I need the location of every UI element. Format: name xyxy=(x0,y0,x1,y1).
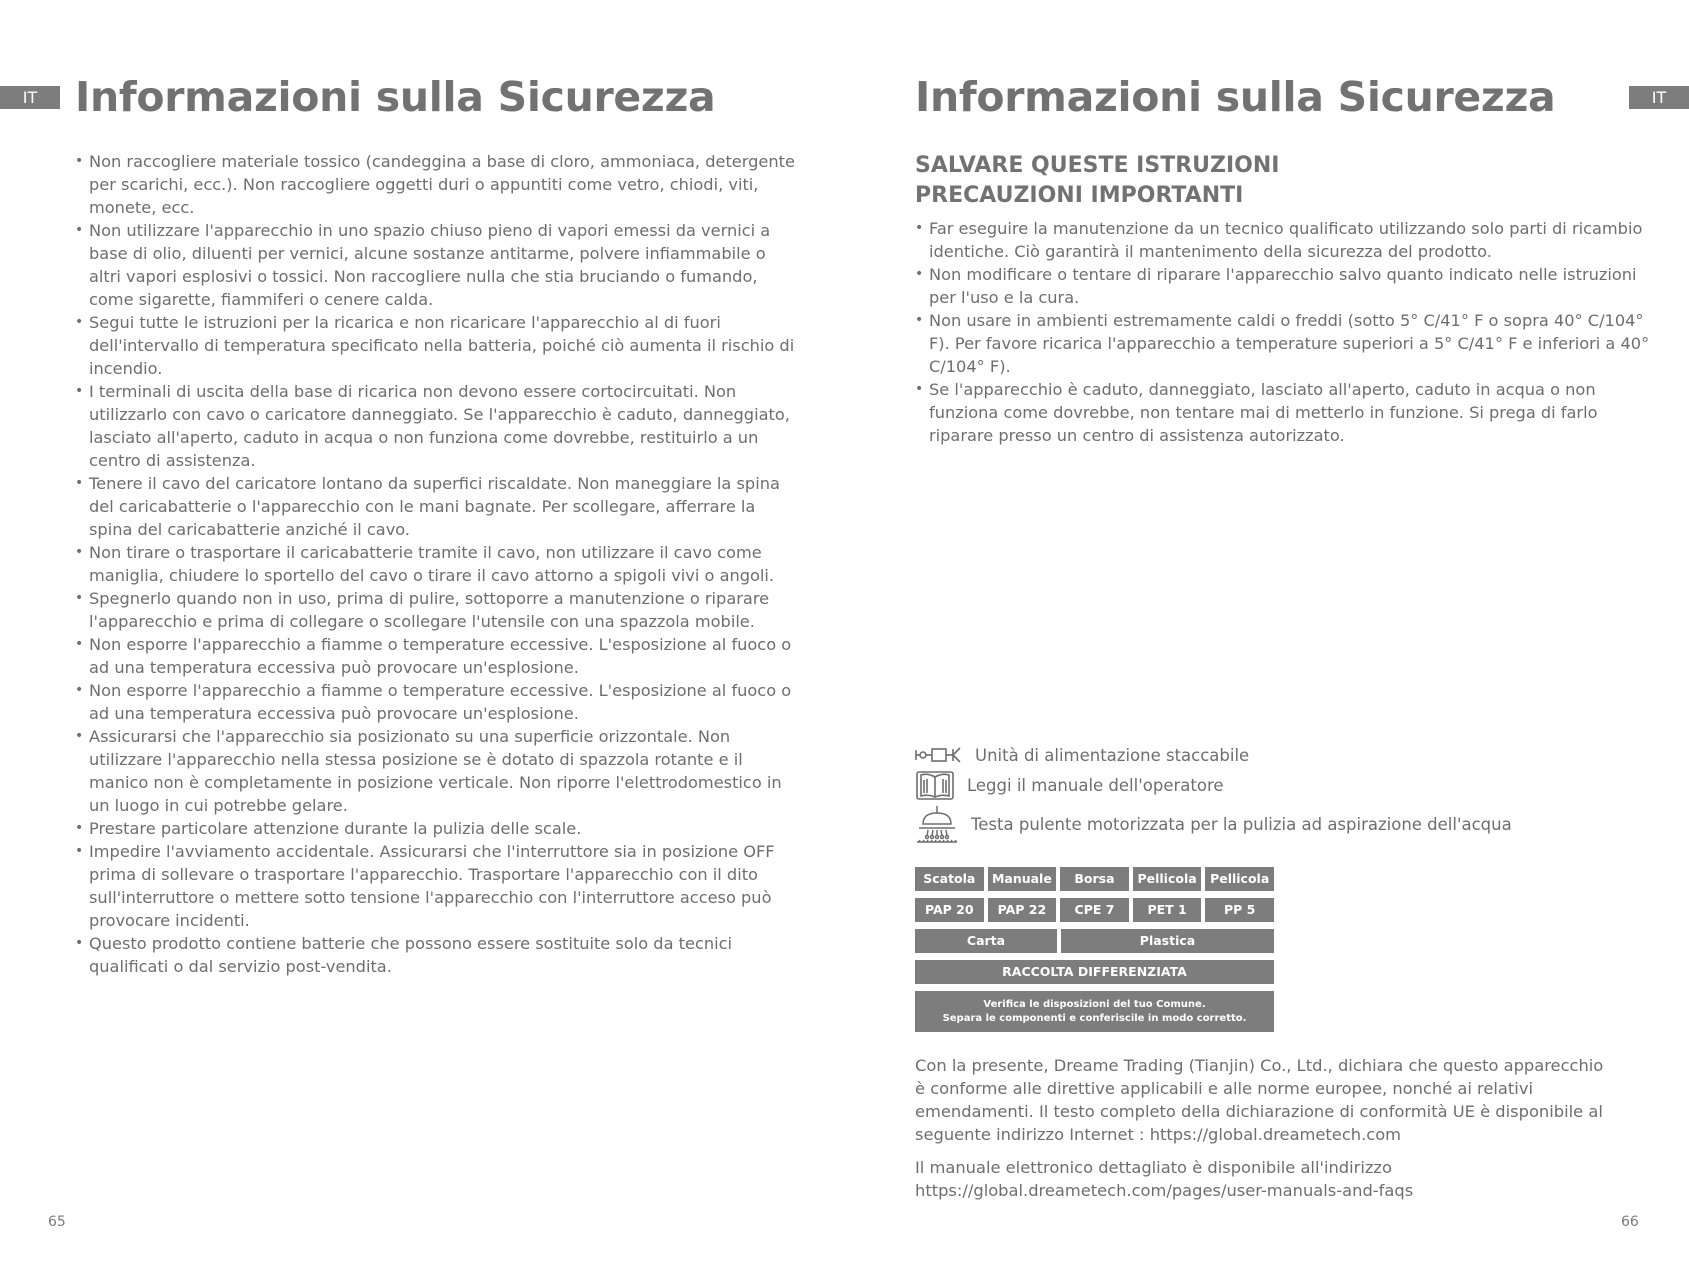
recycling-code: PP 5 xyxy=(1205,898,1274,922)
electronic-manual-info xyxy=(915,1156,1615,1202)
list-item: • Assicurarsi che l'apparecchio sia posizionato su una superficie orizzontale. Non utilizzare l'apparecchio nella stessa posizione se è dotato di spazzola rotante e il manico non è completamente in posizione verticale. Non riporre l'elettrodomestico in un luogo in cui potrebbe gelare. xyxy=(75,725,800,817)
list-item: • Spegnerlo quando non in uso, prima di pulire, sottoporre a manutenzione o riparare l'apparecchio e prima di collegare o scollegare l'utensile con una spazzola mobile. xyxy=(75,587,800,633)
list-item: • Non tirare o trasportare il caricabatterie tramite il cavo, non utilizzare il cavo come maniglia, chiudere lo sportello del cavo o tirare il cavo attorno a spigoli vivi o angoli. xyxy=(75,541,800,587)
list-item: • Non raccogliere materiale tossico (candeggina a base di cloro, ammoniaca, detergente per scarichi, ecc.). Non raccogliere oggetti duri o appuntiti come vetro, chiodi, viti, monete, ecc. xyxy=(75,150,800,219)
heading-line-precautions: PRECAUZIONI IMPORTANTI xyxy=(915,183,1244,208)
recycling-code: CPE 7 xyxy=(1060,898,1129,922)
list-item: • Far eseguire la manutenzione da un tecnico qualificato utilizzando solo parti di ricambio identiche. Ciò garantirà il mantenimento della sicurezza del prodotto. xyxy=(915,217,1655,263)
language-tab-left: IT xyxy=(0,86,60,109)
recycling-items-row xyxy=(915,867,1274,891)
recycling-code: PET 1 xyxy=(1133,898,1202,922)
language-tab-right: IT xyxy=(1629,86,1689,109)
recycling-note xyxy=(915,991,1274,1032)
recycling-material-plastic: Plastica xyxy=(1061,929,1274,953)
recycling-item: Pellicola xyxy=(1133,867,1202,891)
symbol-row-manual xyxy=(915,768,1224,802)
read-manual-icon xyxy=(915,769,955,801)
symbol-label-power: Unità di alimentazione staccabile xyxy=(975,745,1250,765)
right-safety-list xyxy=(915,217,1655,447)
recycling-codes-row xyxy=(915,898,1274,922)
list-item: • Non esporre l'apparecchio a fiamme o temperature eccessive. L'esposizione al fuoco o ad una temperatura eccessiva può provocare un'esplosione. xyxy=(75,633,800,679)
list-item: • Se l'apparecchio è caduto, danneggiato, lasciato all'aperto, caduto in acqua o non funziona come dovrebbe, non tentare mai di metterlo in funzione. Si prega di farlo riparare presso un centro di assistenza autorizzato. xyxy=(915,378,1655,447)
symbol-row-power xyxy=(915,738,1249,772)
symbol-label-head: Testa pulente motorizzata per la pulizia ad aspirazione dell'acqua xyxy=(971,814,1512,834)
list-item: • Non usare in ambienti estremamente caldi o freddi (sotto 5° C/41° F o sopra 40° C/104° F). Per favore ricarica l'apparecchio a temperature superiori a 5° C/41° F e inferiori a 40° C/104° F). xyxy=(915,309,1655,378)
page-title-right: Informazioni sulla Sicurezza xyxy=(915,73,1556,121)
list-item: • Tenere il cavo del caricatore lontano da superfici riscaldate. Non maneggiare la spina del caricabatterie o l'apparecchio con le mani bagnate. Per scollegare, afferrare la spina del caricabatterie anziché il cavo. xyxy=(75,472,800,541)
heading-line-save: SALVARE QUESTE ISTRUZIONI xyxy=(915,153,1280,178)
motorized-head-icon xyxy=(915,804,959,844)
separate-collection-label: RACCOLTA DIFFERENZIATA xyxy=(915,960,1274,984)
list-item: • Questo prodotto contiene batterie che possono essere sostituite solo da tecnici qualificati o dal servizio post-vendita. xyxy=(75,932,800,978)
list-item: • Segui tutte le istruzioni per la ricarica e non ricaricare l'apparecchio al di fuori dell'intervallo di temperatura specificato nella batteria, poiché ciò aumenta il rischio di incendio. xyxy=(75,311,800,380)
recycling-item: Pellicola xyxy=(1205,867,1274,891)
recycling-collection-row xyxy=(915,960,1274,984)
recycling-table xyxy=(915,867,1274,1032)
recycling-code: PAP 20 xyxy=(915,898,984,922)
list-item: • Non modificare o tentare di riparare l'apparecchio salvo quanto indicato nelle istruzioni per l'uso e la cura. xyxy=(915,263,1655,309)
page-title-left: Informazioni sulla Sicurezza xyxy=(75,73,716,121)
page-number-left: 65 xyxy=(48,1214,66,1230)
conformity-declaration: Con la presente, Dreame Trading (Tianjin) Co., Ltd., dichiara che questo apparecchio è conforme alle direttive applicabili e alle norme europee, nonché ai relativi emendamenti. Il testo completo della dichiarazione di conformità UE è disponibile al seguente indirizzo Internet : https://global.dreametech.com xyxy=(915,1056,1604,1144)
page-number-right: 66 xyxy=(1621,1214,1639,1230)
symbol-row-head xyxy=(915,807,1512,841)
detachable-power-supply-icon xyxy=(915,745,963,765)
recycling-note-line: Verifica le disposizioni del tuo Comune. xyxy=(983,999,1206,1010)
list-item: • Non utilizzare l'apparecchio in uno spazio chiuso pieno di vapori emessi da vernici a base di olio, diluenti per vernici, alcune sostanze antitarme, polvere infiammabile o altri vapori esplosivi o tossici. Non raccogliere nulla che stia bruciando o fumando, come sigarette, fiammiferi o cenere calda. xyxy=(75,219,800,311)
recycling-note-line: Separa le componenti e conferiscile in modo corretto. xyxy=(942,1013,1247,1024)
left-safety-list xyxy=(75,150,800,978)
recycling-code: PAP 22 xyxy=(988,898,1057,922)
recycling-materials-row xyxy=(915,929,1274,953)
list-item: • I terminali di uscita della base di ricarica non devono essere cortocircuitati. Non utilizzarlo con cavo o caricatore danneggiato. Se l'apparecchio è caduto, danneggiato, lasciato all'aperto, caduto in acqua o non funziona come dovrebbe, restituirlo a un centro di assistenza. xyxy=(75,380,800,472)
recycling-item: Scatola xyxy=(915,867,984,891)
symbol-label-manual: Leggi il manuale dell'operatore xyxy=(967,775,1224,795)
recycling-item: Borsa xyxy=(1060,867,1129,891)
list-item: • Impedire l'avviamento accidentale. Assicurarsi che l'interruttore sia in posizione OFF prima di sollevare o trasportare l'apparecchio. Trasportare l'apparecchio con il dito sull'interruttore o mettere sotto tensione l'apparecchio con l'interruttore acceso può provocare incidenti. xyxy=(75,840,800,932)
recycling-material-paper: Carta xyxy=(915,929,1057,953)
recycling-item: Manuale xyxy=(988,867,1057,891)
manual-url-link[interactable]: https://global.dreametech.com/pages/user-manuals-and-faqs xyxy=(915,1181,1414,1200)
list-item: • Prestare particolare attenzione durante la pulizia delle scale. xyxy=(75,817,800,840)
list-item: • Non esporre l'apparecchio a fiamme o temperature eccessive. L'esposizione al fuoco o ad una temperatura eccessiva può provocare un'esplosione. xyxy=(75,679,800,725)
section-heading xyxy=(915,151,1279,211)
manual-text: Il manuale elettronico dettagliato è disponibile all'indirizzo xyxy=(915,1158,1392,1177)
